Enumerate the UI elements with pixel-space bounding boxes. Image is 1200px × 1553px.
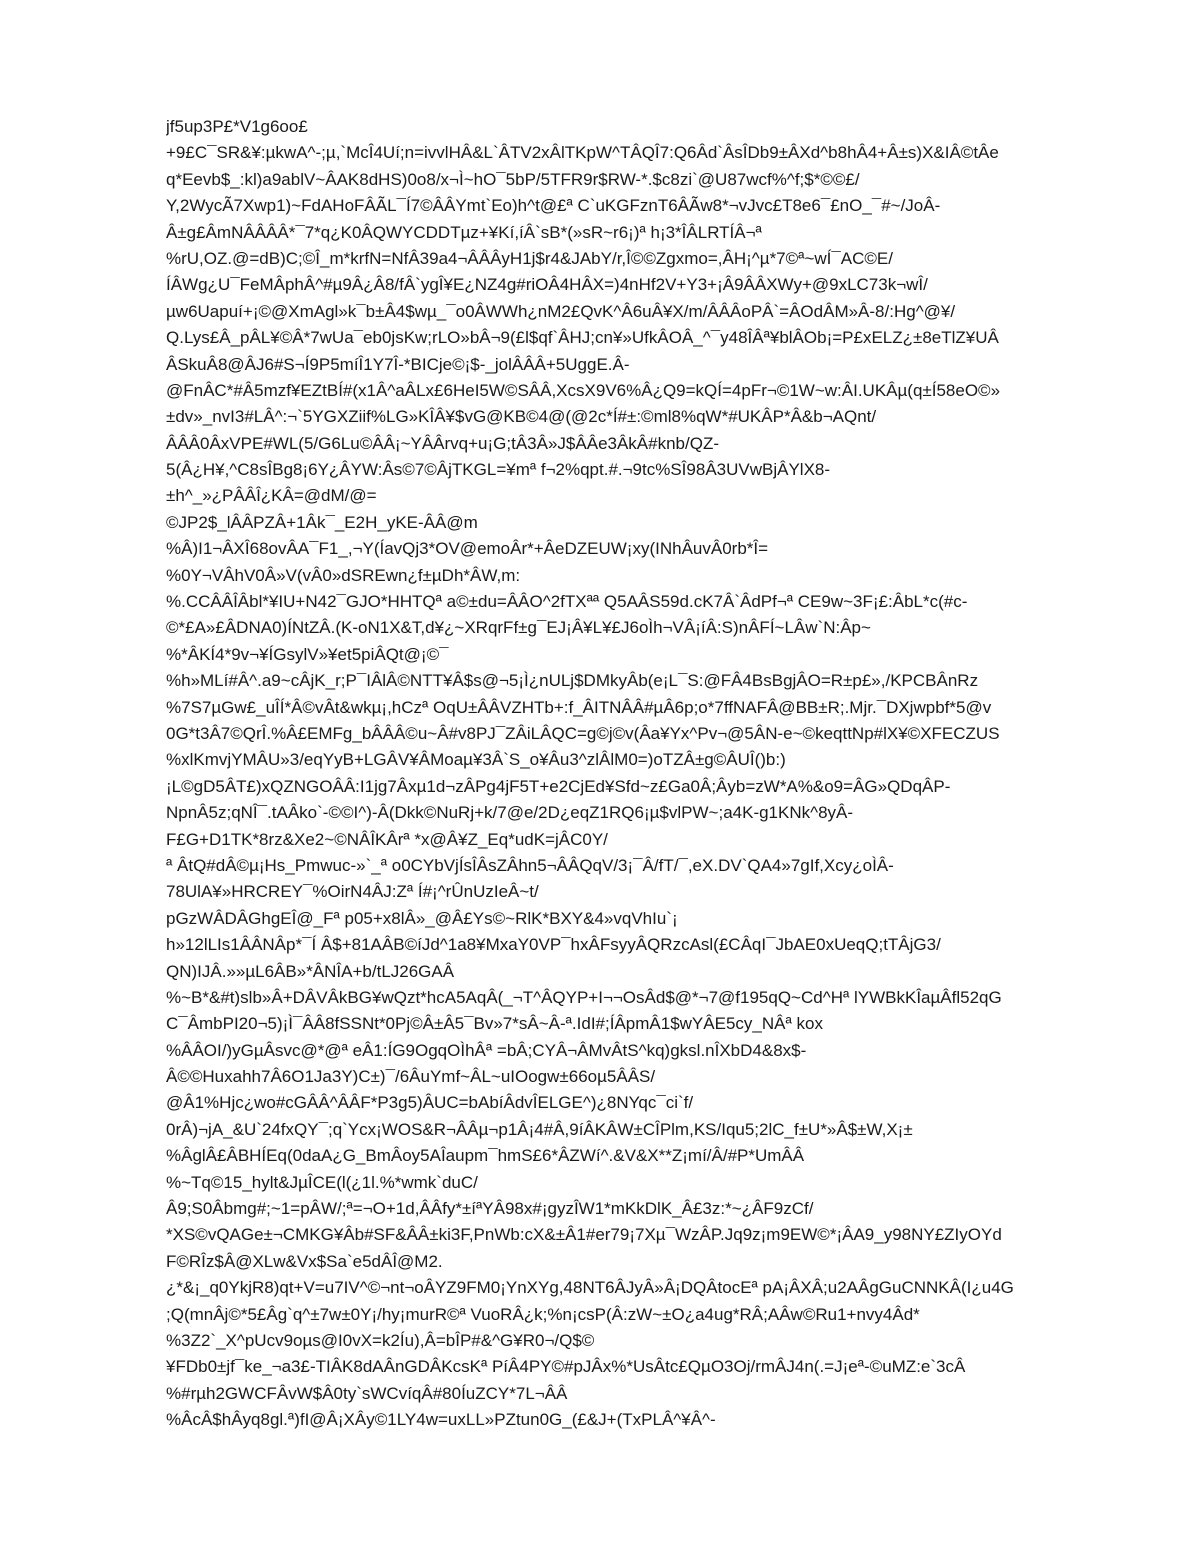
text-line: %3Z2`_X^pUcv9oµs@I0vX=k2Íu),Â=bÎP#&^G¥R0¬/Q$©: [166, 1330, 595, 1350]
text-line: pGzWÂDÂGhgEÎ@_Fª p05+x8lÂ»_@Â£Ys©~RlK*BXY&4»vqVhIu`¡: [166, 908, 678, 928]
text-line: %7S7µGw£_uÎÍ*Â©vÂt&wkµ¡,hCzª OqU±ÂÂVZHTb+:f_ÂITNÂÂ#µÂ6p;o*7ffNAFÂ@BB±R;.Mjr.¯DXjwpbf*5@v: [166, 697, 992, 717]
text-line: ÂSkuÂ8@ÂJ6#S¬Í9P5míÎ1Y7Î-*BICje©¡$-_jolÂÂÂ+5UggE.Â-: [166, 354, 630, 374]
text-line: q*Eevb$_:kl)a9ablV~ÂAK8dHS)0o8/x¬Ì~hO¯5bP/5TFR9r$RW-*.$c8zi`@U87wcf%^f;$*©©£/: [166, 169, 860, 189]
text-line: +9£C¯SR&¥:µkwA^-;µ,`McÎ4Uí;n=ivvlHÂ&L`ÂTV2xÂlTKpW^TÂQÎ7:Q6Âd`ÂsÎDb9±ÂXd^b8hÂ4+Â±s)X&IÂ©tÂe: [166, 143, 999, 163]
text-line: %ÂglÂ£ÂBHÍEq(0daA¿G_BmÂoy5AÎaupm¯hmS£6*ÂZWí^.&V&X**Z¡mí/Â/#P*UmÂÂ: [166, 1146, 805, 1166]
text-line: Y,2WycÃ7Xwp1)~FdAHoFÂÃL¯Í7©ÂÂYmt`Eo)h^t@£ª C`uKGFznT6ÂÃw8*¬vJvc£T8e6¯£nO_¯#~/JoÂ-: [166, 196, 941, 216]
body-text: [166, 114, 1126, 1434]
text-line: jf5up3P£*V1g6oo£: [166, 117, 308, 136]
text-line: Â9;S0Âbmg#;~1=pÂW/;ª=¬O+1d,ÂÂfy*±íªYÂ98x#¡gyzÎW1*mKkDlK_Â£3z:*~¿ÂF9zCf/: [166, 1199, 814, 1219]
text-line: ;Q(mnÂj©*5£Âg`q^±7w±0Y¡/hy¡murR©ª VuoRÂ¿k;%n¡csP(Â:zW~±O¿a4ug*RÂ;AÂw©Ru1+nvy4Âd*: [166, 1304, 920, 1324]
text-line: Â©©Huxahh7Â6O1Ja3Y)C±)¯/6ÂuYmf~ÂL~uIOogw±66oµ5ÂÂS/: [166, 1067, 656, 1087]
text-line: ¿*&¡_q0YkjR8)qt+V=u7IV^©¬nt¬oÂYZ9FM0¡YnXYg,48NT6ÂJyÂ»Â¡DQÂtocEª pA¡ÂXÂ;u2AÂgGuCNNKÂ(I¿u4G: [166, 1278, 1014, 1298]
text-line: 78UlA¥»HRCREY¯%OirN4ÂJ:Zª Í#¡^rÛnUzIeÂ~t/: [166, 882, 539, 902]
text-line: ©JP2$_lÂÂPZÂ+1Âk¯_E2H_yKE-ÂÂ@m: [166, 512, 478, 532]
text-line: %ÂcÂ$hÂyq8gl.ª)fI@Â¡XÂy©1LY4w=uxLL»PZtun0G_(£&J+(TxPLÂ^¥Â^-: [166, 1410, 716, 1430]
text-line: F£G+D1TK*8rz&Xe2~©NÂÎKÂrª *x@Â¥Z_Eq*udK=jÂC0Y/: [166, 829, 608, 849]
text-line: %Â)I1¬ÂXÎ68ovÂA¯F1_,¬Y(ÍavQj3*OV@emoÂr*+ÂeDZEUW¡xy(INhÂuvÂ0rb*Î=: [166, 539, 769, 559]
text-line: 5(Â¿H¥,^C8sÎBg8¡6Y¿ÂYW:Âs©7©ÂjTKGL=¥mª f¬2%qpt.#.¬9tc%SÎ98Â3UVwBjÂYlX8-: [166, 460, 831, 480]
text-line: ±h^_»¿PÂÂÎ¿KÂ=@dM/@=: [166, 486, 377, 506]
text-line: %0Y¬VÂhV0Â»V(vÂ0»dSREwn¿f±µDh*ÂW,m:: [166, 565, 521, 585]
text-line: %xlKmvjYMÂU»3/eqYyB+LGÂV¥ÂMoaµ¥3Â`S_o¥Âu3^zlÂlM0=)oTZÂ±g©ÂUÎ()b:): [166, 750, 786, 770]
text-line: 0G*t3Â7©QrÎ.%Â£EMFg_bÂÂÂ©u~Â#v8PJ¯ZÂiLÂQC=g©j©v(Âa¥Yx^Pv¬@5ÂN-e~©keqttNp#lX¥©XFECZUS: [166, 723, 1000, 743]
text-line: ÂÂÂ0ÂxVPE#WL(5/G6Lu©ÂÂ¡~YÂÂrvq+u¡G;tÂ3Â»J$ÂÂe3ÂkÂ#knb/QZ-: [166, 433, 720, 453]
text-line: %*ÂKÍ4*9v¬¥ÍGsylV»¥et5piÂQt@¡©¯: [166, 644, 449, 664]
text-line: Q.Lys£Â_pÂL¥©Â*7wUa¯eb0jsKw;rLO»bÂ¬9(£l$qf`ÂHJ;cn¥»UfkÂOÂ_^¯y48ÎÂª¥blÂOb¡=P£xELZ¿±8eTlZ¥UÂ: [166, 328, 999, 348]
text-line: h»12lLIs1ÂÂNÂp*¯Í Â$+81AÂB©íJd^1a8¥MxaY0VP¯hxÂFsyyÂQRzcAsl(£CÂqI¯JbAE0xUeqQ;tTÂjG3/: [166, 935, 941, 955]
text-line: %rU,OZ.@=dB)C;©Î_m*krfN=NfÂ39a4¬ÂÂÂyH1j$r4&JAbY/r,Î©©Zgxmo=,ÂH¡^µ*7©ª~wÍ¯AC©E/: [166, 248, 893, 268]
text-line: Â±g£ÂmNÂÂÂÂ*¯7*q¿K0ÂQWYCDDTµz+¥Kí,íÂ`sB*(»sR~r6¡)ª h¡3*ÎÂLRTÍÂ¬ª: [166, 222, 762, 242]
text-line: *XS©vQAGe±¬CMKG¥Âb#SF&ÂÂ±ki3F,PnWb:cX&±Â1#er79¡7Xµ¯WzÂP.Jq9z¡m9EW©*¡ÂA9_y98NY£ZIyOYd: [166, 1225, 1002, 1245]
text-line: %ÂÂOI/)yGµÂsvc@*@ª eÂ1:ÍG9OgqOÌhÂª =bÂ;CYÂ¬ÂMvÂtS^kq)gksl.nÎXbD4&8x$-: [166, 1040, 807, 1060]
text-line: F©RÎz$Â@XLw&Vx$Sa`e5dÂÎ@M2.: [166, 1251, 443, 1271]
text-line: C¯ÂmbPI20¬5)¡Ì¯ÂÂ8fSSNt*0Pj©Â±Â5¯Bv»7*sÂ~Â-ª.IdI#;ÍÂpmÂ1$wYÂE5cy_NÂª kox: [166, 1014, 823, 1034]
text-line: @Â1%Hjc¿wo#cGÂÂ^ÂÂF*P3g5)ÂUC=bAbíÂdvÎELGE^)¿8NYqc¯ci`f/: [166, 1093, 694, 1113]
text-line: ©*£A»£ÂDNA0)ÍNtZÂ.(K-oN1X&T,d¥¿~XRqrFf±g¯EJ¡Â¥L¥£J6oÌh¬VÂ¡íÂ:S)nÂFÍ~LÂw`N:Âp~: [166, 618, 871, 638]
text-line: 0rÂ)¬jA_&U`24fxQY¯;q`Ycx¡WOS&R¬ÂÂµ¬p1Â¡4#Â,9íÂKÂW±CÎPlm,KS/Iqu5;2lC_f±U*»Â$±W,X¡±: [166, 1119, 913, 1139]
text-line: QN)IJÂ.»»µL6ÂB»*ÂNÎA+b/tLJ26GAÂ: [166, 961, 455, 981]
text-line: NpnÂ5z;qNÎ¯.tAÂko`-©©I^)-Â(Dkk©NuRj+k/7@e/2D¿eqZ1RQ6¡µ$vlPW~;a4K-g1KNk^8yÂ-: [166, 803, 854, 823]
text-line: µw6Uapuí+¡©@XmAgl»k¯b±Â4$wµ_¯o0ÂWWh¿nM2£QvK^Â6uÂ¥X/m/ÂÂÂoPÂ`=ÂOdÂM»Â-8/:Hg^@¥/: [166, 301, 956, 321]
text-line: ¡L©gD5ÂT£)xQZNGOÂÂ:I1jg7Âxµ1d¬zÂPg4jF5T+e2CjEd¥Sfd~z£Ga0Â;Âyb=zW*A%&o9=ÂG»QDqÂP-: [166, 776, 951, 796]
text-line: ª ÂtQ#dÂ©µ¡Hs_Pmwuc-»`_ª o0CYbVjÍsÎÂsZÂhn5¬ÂÂQqV/3¡¯Â/fT/¯,eX.DV`QA4»7gIf,Xcy¿oÌÂ-: [166, 855, 894, 875]
text-line: %#rµh2GWCFÂvW$Â0ty`sWCvíqÂ#80ÍuZCY*7L¬ÂÂ: [166, 1383, 568, 1403]
text-line: ¥FDb0±jf¯ke_¬a3£-TIÂK8dAÂnGDÂKcsKª PíÂ4PY©#pJÂx%*UsÂtc£QµO3Oj/rmÂJ4n(.=J¡eª-©uMZ:e`3cÂ: [166, 1357, 966, 1377]
text-line: ±dv»_nvI3#LÂ^:¬`5YGXZiif%LG»KÎÂ¥$vG@KB©4@(@2c*Í#±:©ml8%qW*#UKÂP*Â&b¬AQnt/: [166, 407, 877, 427]
text-line: %h»MLí#Â^.a9~cÂjK_r;P¯IÂlÂ©NTT¥Â$s@¬5¡Ì¿nULj$DMkyÂb(e¡L¯S:@FÂ4BsBgjÂO=R±p£»,/KPCBÂnRz: [166, 671, 979, 691]
text-line: ÍÂWg¿U¯FeMÂphÂ^#µ9Â¿Â8/fÂ`ygÎ¥E¿NZ4g#riOÂ4HÂX=)4nHf2V+Y3+¡Â9ÂÂXWy+@9xLC73k¬wÎ/: [166, 275, 928, 295]
text-line: %.CCÂÂÎÂbl*¥IU+N42¯GJO*HHTQª a©±du=ÂÂO^2fTXªª Q5AÂS59d.cK7Â`ÂdPf¬ª CE9w~3F¡£:ÂbL*c(#c-: [166, 592, 968, 612]
text-line: @FnÂC*#Â5mzf¥EZtBÍ#(x1Â^aÂLx£6HeI5W©SÂÂ,XcsX9V6%Â¿Q9=kQÍ=4pFr¬©1W~w:ÂI.UKÂµ(q±Í58eO©»: [166, 380, 1001, 400]
text-line: %~B*&#t)slb»Â+DÂVÂkBG¥wQzt*hcA5AqÂ(_¬T^ÂQYP+I¬¬OsÂd$@*¬7@f195qQ~Cd^Hª lYWBkKÎaµÂfl52qG: [166, 987, 1002, 1007]
text-line: %~Tq©15_hylt&JµÎCE(l(¿1l.%*wmk`duC/: [166, 1172, 478, 1192]
